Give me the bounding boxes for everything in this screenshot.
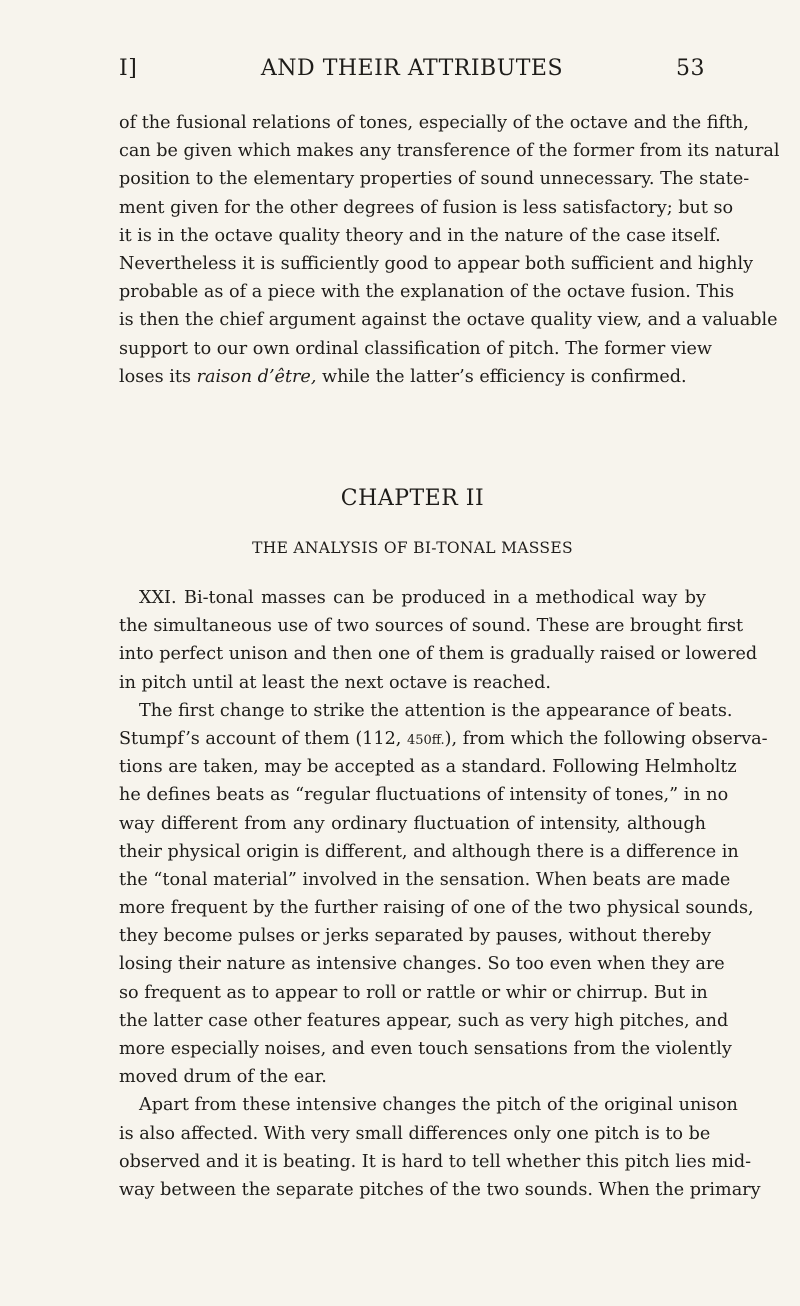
text-line: way between the separate pitches of the two sounds. When the primary <box>119 1179 761 1200</box>
text-line: position to the elementary properties of sound unnecessary. The state- <box>119 169 750 190</box>
text-line: they become pulses or jerks separated by pauses, without thereby <box>119 926 712 947</box>
text-fragment: while the latter’s efficiency is confirmed. <box>316 366 687 387</box>
text-line: of the fusional relations of tones, especially of the octave and the fifth, <box>119 113 749 133</box>
text-line: so frequent as to appear to roll or rattle or whir or chirrup. But in <box>119 982 708 1003</box>
page-number: 53 <box>676 56 705 81</box>
text-line: Nevertheless it is sufficiently good to appear both sufficient and highly <box>119 253 754 274</box>
text-line: can be given which makes any transference of the former from its natural <box>119 141 780 162</box>
text-line: more frequent by the further raising of one of the two physical sounds, <box>119 898 754 919</box>
text-line: is then the chief argument against the octave quality view, and a valuable <box>119 310 778 331</box>
text-line: the simultaneous use of two sources of sound. These are brought first <box>119 616 744 637</box>
text-line: XXI. Bi-tonal masses can be produced in a methodical way by <box>139 588 706 608</box>
text-fragment: Stumpf’s account of them (112, <box>119 728 407 749</box>
text-line: it is in the octave quality theory and in the nature of the case itself. <box>119 225 721 246</box>
text-line: way different from any ordinary fluctuation of intensity, although <box>119 813 706 834</box>
text-line: the “tonal material” involved in the sensation. When beats are made <box>119 869 731 890</box>
text-line: in pitch until at least the next octave is reached. <box>119 672 551 693</box>
italic-phrase: raison d’être, <box>196 366 317 387</box>
text-line: observed and it is beating. It is hard to tell whether this pitch lies mid- <box>119 1151 752 1172</box>
paragraph-continuation <box>119 109 780 391</box>
text-line: into perfect unison and then one of them is gradually raised or lowered <box>119 644 758 665</box>
text-line: their physical origin is different, and although there is a difference in <box>119 841 739 862</box>
text-line: tions are taken, may be accepted as a standard. Following Helmholtz <box>119 757 737 778</box>
text-fragment: loses its <box>119 366 197 387</box>
page-reference: 450ff. <box>406 732 445 748</box>
text-fragment: ), from which the following observa- <box>444 728 768 749</box>
chapter-subtitle: THE ANALYSIS OF BI-TONAL MASSES <box>252 539 573 557</box>
chapter-heading: CHAPTER II <box>340 486 485 511</box>
running-title: AND THEIR ATTRIBUTES <box>260 56 564 81</box>
text-line: the latter case other features appear, such as very high pitches, and <box>119 1010 729 1031</box>
text-line: is also affected. With very small differences only one pitch is to be <box>119 1123 711 1144</box>
text-line: probable as of a piece with the explanation of the octave fusion. This <box>119 282 735 303</box>
text-line: The first change to strike the attention is the appearance of beats. <box>139 700 733 721</box>
text-line: Apart from these intensive changes the pitch of the original unison <box>139 1095 738 1116</box>
text-line: losing their nature as intensive changes. So too even when they are <box>119 954 725 975</box>
chapter-marker: I] <box>119 56 138 81</box>
running-head <box>119 56 705 86</box>
text-line: support to our own ordinal classification of pitch. The former view <box>119 338 712 359</box>
text-line: moved drum of the ear. <box>119 1067 327 1088</box>
chapter-body <box>119 584 768 1204</box>
text-line <box>119 725 768 753</box>
text-line: he defines beats as “regular fluctuations of intensity of tones,” in no <box>119 785 729 806</box>
text-line <box>119 363 706 391</box>
text-line: ment given for the other degrees of fusion is less satisfactory; but so <box>119 197 734 218</box>
text-line: more especially noises, and even touch sensations from the violently <box>119 1039 732 1059</box>
